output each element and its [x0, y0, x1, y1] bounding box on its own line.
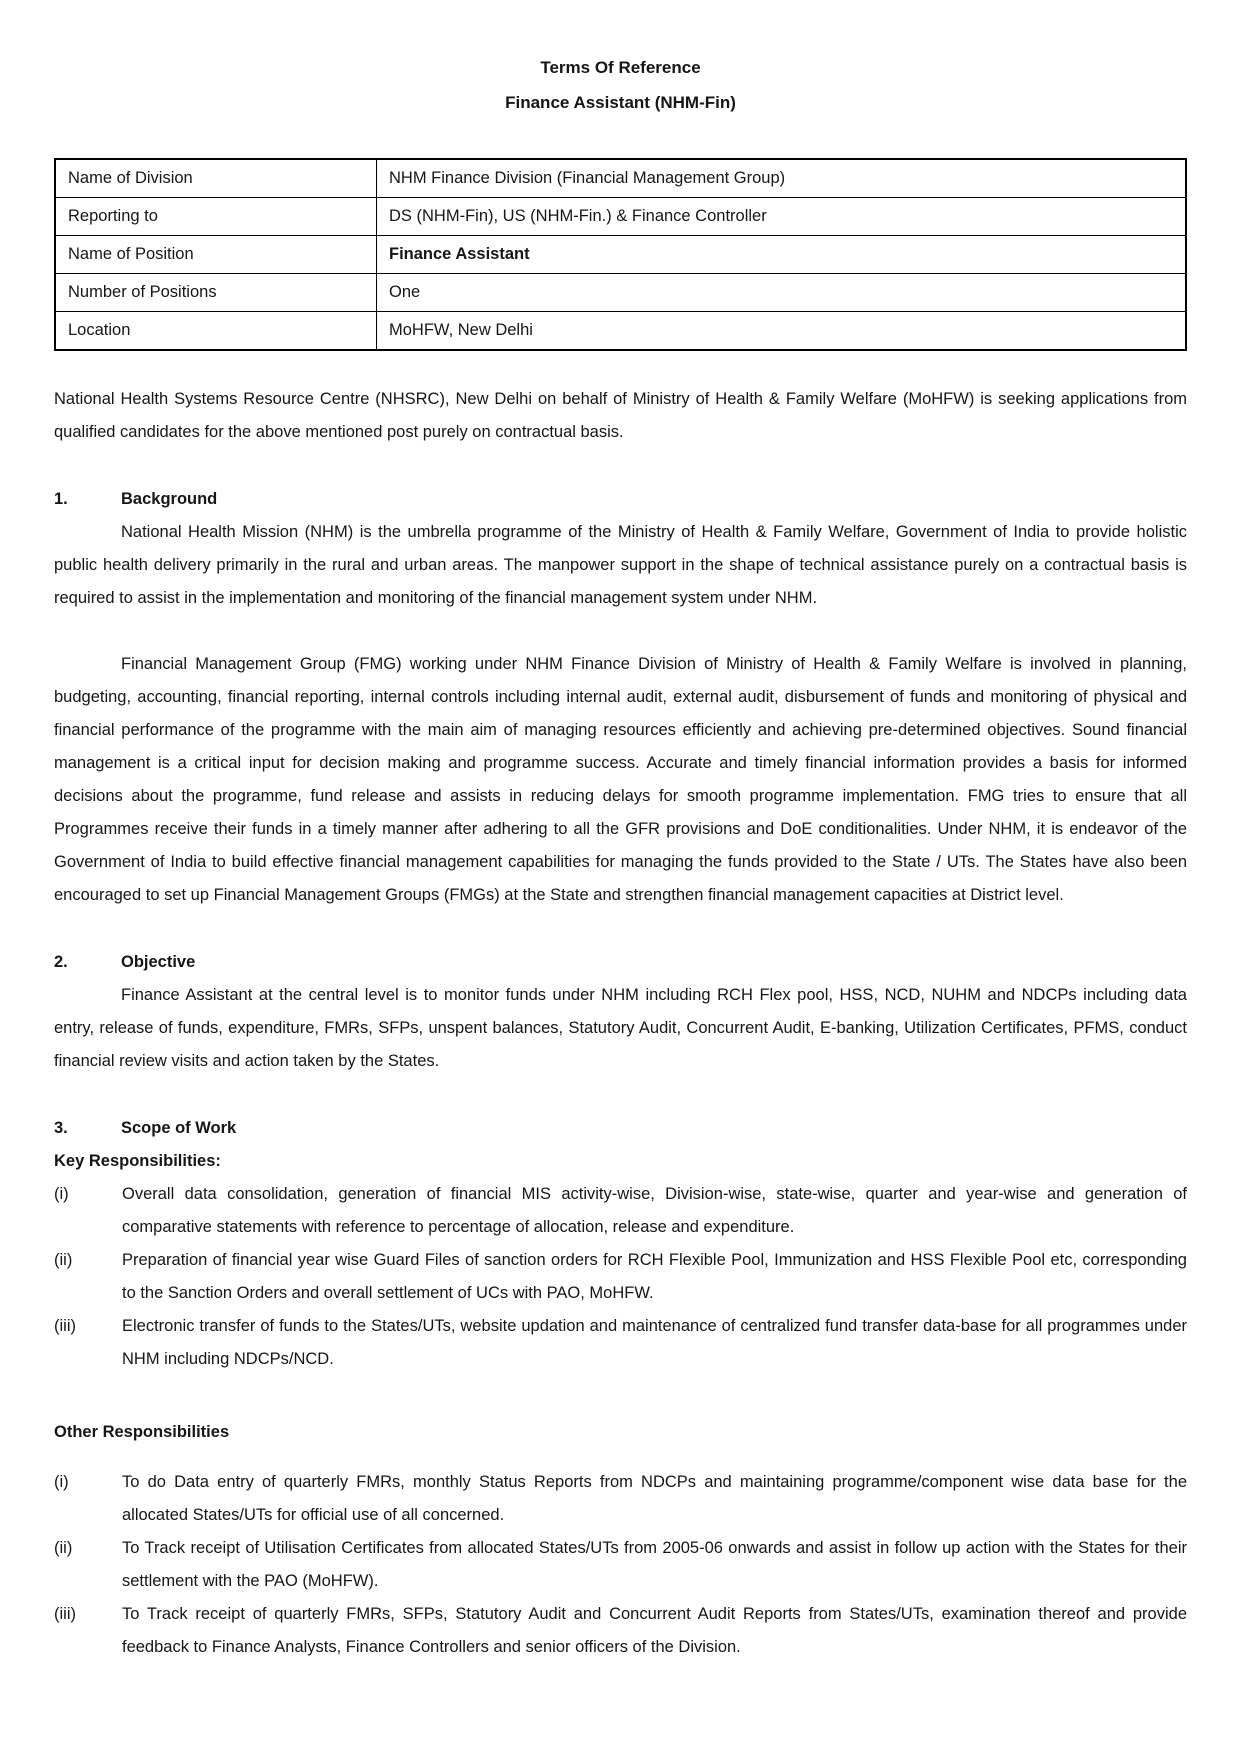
table-row	[55, 312, 1186, 351]
row-value: MoHFW, New Delhi	[377, 312, 1187, 351]
item-marker: (ii)	[54, 1539, 73, 1557]
list-item	[54, 1598, 1187, 1664]
row-label: Location	[55, 312, 377, 351]
row-label: Number of Positions	[55, 274, 377, 312]
list-item	[54, 1244, 1187, 1310]
row-value: One	[377, 274, 1187, 312]
section-title: Objective	[121, 953, 196, 971]
table-row	[55, 236, 1186, 274]
section-heading-objective	[54, 946, 1187, 979]
row-label: Name of Position	[55, 236, 377, 274]
list-item	[54, 1310, 1187, 1376]
table-row	[55, 198, 1186, 236]
background-paragraph-1: National Health Mission (NHM) is the umbrella programme of the Ministry of Health & Family Welfare, Government of India to provide holistic public health delivery primarily in the rural and urban areas. The manpower support in the shape of technical assistance purely on a contractual basis is required to assist in the implementation and monitoring of the financial management system under NHM.	[54, 523, 1187, 607]
row-label: Reporting to	[55, 198, 377, 236]
section-title: Scope of Work	[121, 1119, 237, 1137]
row-value: NHM Finance Division (Financial Management Group)	[377, 159, 1187, 198]
item-marker: (i)	[54, 1185, 69, 1203]
item-text: Preparation of financial year wise Guard Files of sanction orders for RCH Flexible Pool, Immunization and HSS Flexible Pool etc, corresponding to the Sanction Orders and overall settlement of UCs with PAO, MoHFW.	[122, 1251, 1187, 1302]
item-text: Electronic transfer of funds to the States/UTs, website updation and maintenance of centralized fund transfer data-base for all programmes under NHM including NDCPs/NCD.	[122, 1317, 1187, 1368]
position-info-table	[54, 158, 1187, 351]
document-title: Terms Of Reference	[540, 58, 701, 77]
key-responsibilities-list	[54, 1178, 1187, 1376]
key-responsibilities-heading: Key Responsibilities:	[54, 1152, 221, 1170]
item-marker: (iii)	[54, 1605, 76, 1623]
list-item	[54, 1532, 1187, 1598]
other-responsibilities-list	[54, 1466, 1187, 1664]
other-responsibilities-heading: Other Responsibilities	[54, 1423, 230, 1441]
item-marker: (iii)	[54, 1317, 76, 1335]
background-paragraph-2: Financial Management Group (FMG) working under NHM Finance Division of Ministry of Health & Family Welfare is involved in planning, budgeting, accounting, financial reporting, internal controls including internal audit, external audit, disbursement of funds and monitoring of physical and financial performance of the programme with the main aim of managing resources efficiently and achieving pre-determined objectives. Sound financial management is a critical input for decision making and programme success. Accurate and timely financial information provides a basis for informed decisions about the programme, fund release and assists in reducing delays for smooth programme implementation. FMG tries to ensure that all Programmes receive their funds in a timely manner after adhering to all the GFR provisions and DoE conditionalities. Under NHM, it is endeavor of the Government of India to build effective financial management capabilities for managing the funds provided to the State / UTs. The States have also been encouraged to set up Financial Management Groups (FMGs) at the State and strengthen financial management capacities at District level.	[54, 655, 1187, 904]
item-text: Overall data consolidation, generation of financial MIS activity-wise, Division-wise, state-wise, quarter and year-wise and generation of comparative statements with reference to percentage of allocation, release and expenditure.	[122, 1185, 1187, 1236]
item-text: To do Data entry of quarterly FMRs, monthly Status Reports from NDCPs and maintaining programme/component wise data base for the allocated States/UTs for official use of all concerned.	[122, 1473, 1187, 1524]
item-marker: (i)	[54, 1473, 69, 1491]
section-number: 2.	[54, 953, 68, 971]
row-label: Name of Division	[55, 159, 377, 198]
list-item	[54, 1466, 1187, 1532]
objective-paragraph: Finance Assistant at the central level is to monitor funds under NHM including RCH Flex pool, HSS, NCD, NUHM and NDCPs including data entry, release of funds, expenditure, FMRs, SFPs, unspent balances, Statutory Audit, Concurrent Audit, E-banking, Utilization Certificates, PFMS, conduct financial review visits and action taken by the States.	[54, 986, 1187, 1070]
document-title-block	[54, 50, 1187, 120]
document-subtitle: Finance Assistant (NHM-Fin)	[505, 93, 736, 112]
section-heading-background	[54, 483, 1187, 516]
table-row	[55, 274, 1186, 312]
section-heading-scope	[54, 1112, 1187, 1145]
intro-paragraph: National Health Systems Resource Centre (NHSRC), New Delhi on behalf of Ministry of Health & Family Welfare (MoHFW) is seeking applications from qualified candidates for the above mentioned post purely on contractual basis.	[54, 390, 1187, 441]
row-value: DS (NHM-Fin), US (NHM-Fin.) & Finance Controller	[377, 198, 1187, 236]
section-title: Background	[121, 490, 218, 508]
item-text: To Track receipt of Utilisation Certificates from allocated States/UTs from 2005-06 onwards and assist in follow up action with the States for their settlement with the PAO (MoHFW).	[122, 1539, 1187, 1590]
table-row	[55, 159, 1186, 198]
row-value: Finance Assistant	[377, 236, 1187, 274]
section-number: 3.	[54, 1119, 68, 1137]
item-marker: (ii)	[54, 1251, 73, 1269]
item-text: To Track receipt of quarterly FMRs, SFPs, Statutory Audit and Concurrent Audit Reports from States/UTs, examination thereof and provide feedback to Finance Analysts, Finance Controllers and senior officers of the Division.	[122, 1605, 1187, 1656]
section-number: 1.	[54, 490, 68, 508]
list-item	[54, 1178, 1187, 1244]
